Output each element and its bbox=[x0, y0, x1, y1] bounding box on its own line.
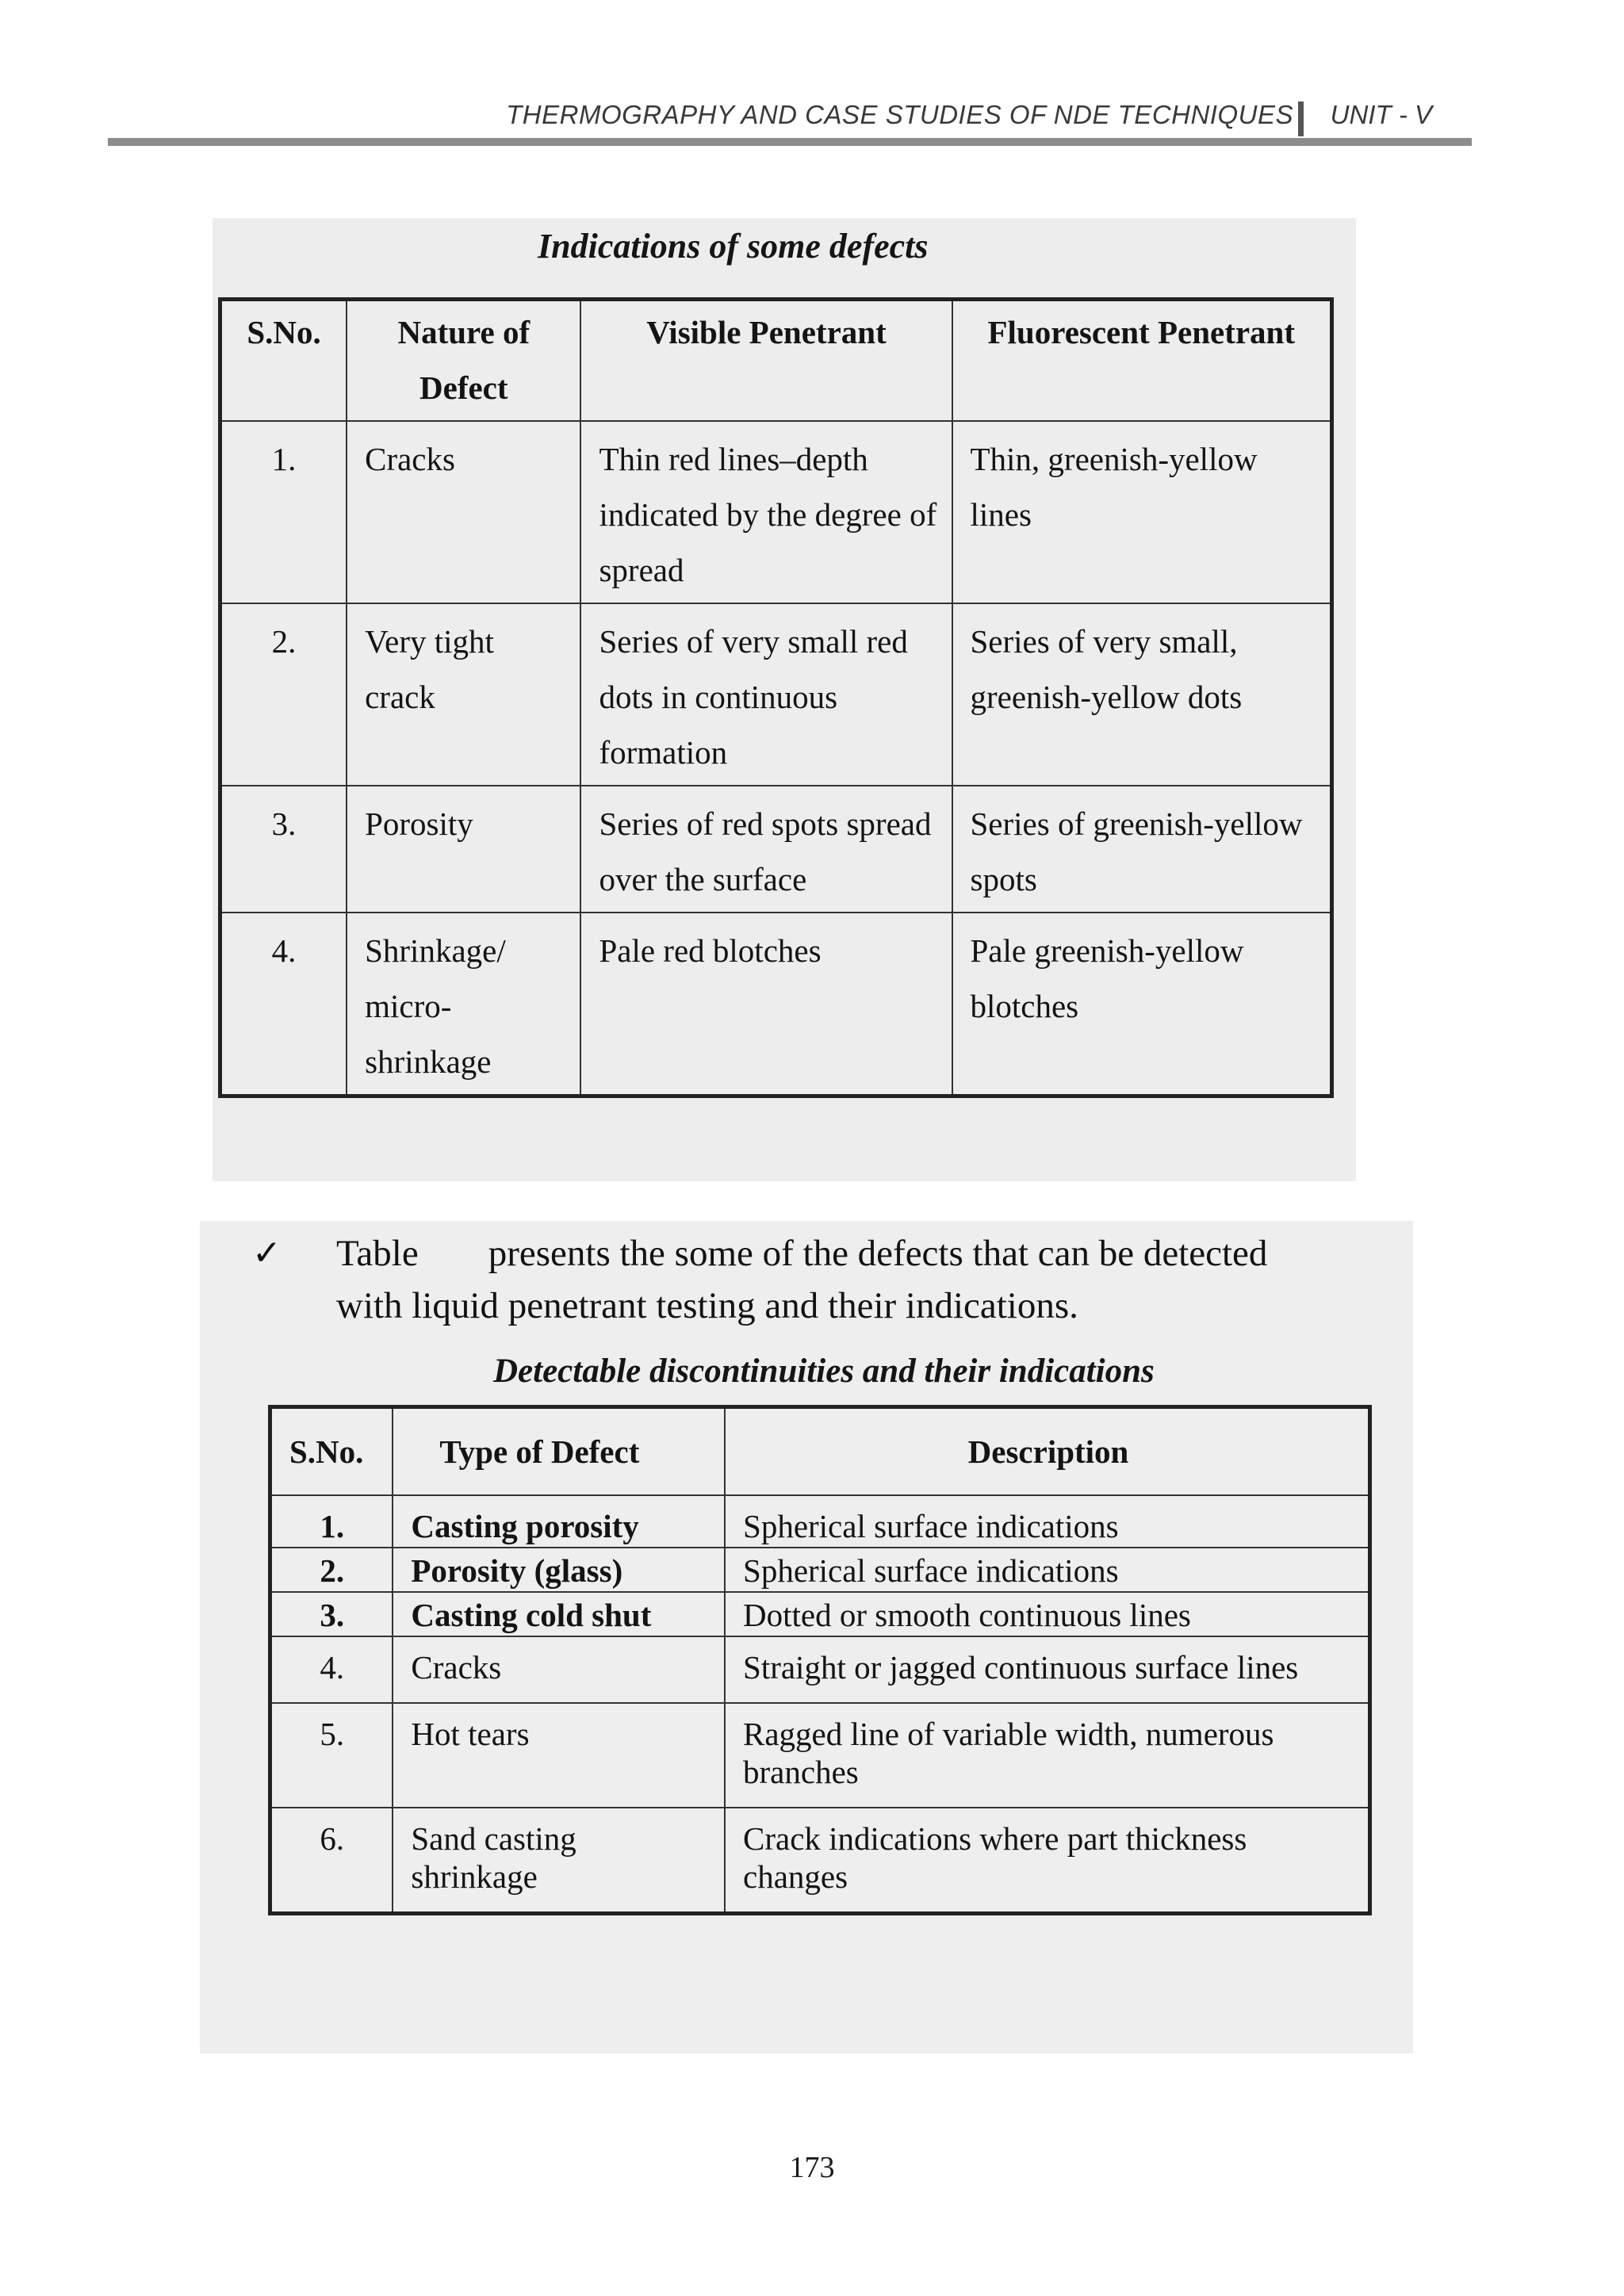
table-row bbox=[220, 603, 1332, 786]
table-cell: Dotted or smooth continuous lines bbox=[725, 1592, 1369, 1636]
table-cell: Very tight crack bbox=[347, 603, 580, 786]
table-row bbox=[220, 913, 1332, 1096]
table-cell: Series of greenish-yellow spots bbox=[952, 786, 1332, 913]
note-line-1 bbox=[336, 1227, 1267, 1280]
table-cell: Pale greenish-yellow blotches bbox=[952, 913, 1332, 1096]
defect-indications-table bbox=[218, 297, 1334, 1098]
table-cell: 5. bbox=[270, 1703, 393, 1808]
column-header: Nature of Defect bbox=[347, 300, 580, 422]
table-header-row bbox=[220, 300, 1332, 422]
table-cell: 2. bbox=[220, 603, 347, 786]
table-cell: Shrinkage/ micro-shrinkage bbox=[347, 913, 580, 1096]
table-row bbox=[220, 421, 1332, 603]
table-cell: Pale red blotches bbox=[580, 913, 952, 1096]
table-cell: 2. bbox=[270, 1548, 393, 1592]
table-row bbox=[270, 1808, 1370, 1914]
note-table-word: Table bbox=[336, 1233, 419, 1274]
table-cell: Series of very small, greenish-yellow dots bbox=[952, 603, 1332, 786]
note-line-1-text: presents the some of the defects that can be detected bbox=[488, 1233, 1268, 1274]
column-header: Description bbox=[725, 1407, 1369, 1496]
page-number: 173 bbox=[789, 2151, 835, 2184]
table-cell: 3. bbox=[220, 786, 347, 913]
table-cell: Straight or jagged continuous surface lines bbox=[725, 1636, 1369, 1703]
column-header: Fluorescent Penetrant bbox=[952, 300, 1332, 422]
table-cell: Spherical surface indications bbox=[725, 1495, 1369, 1548]
table-cell: 3. bbox=[270, 1592, 393, 1636]
table-cell: Cracks bbox=[393, 1636, 725, 1703]
table2-caption: Detectable discontinuities and their indications bbox=[493, 1353, 1155, 1390]
table-cell: Crack indications where part thickness changes bbox=[725, 1808, 1369, 1914]
table-cell: Thin, greenish-yellow lines bbox=[952, 421, 1332, 603]
note-line-2: with liquid penetrant testing and their indications. bbox=[336, 1285, 1078, 1326]
table-cell: Sand casting shrinkage bbox=[393, 1808, 725, 1914]
table-cell: Ragged line of variable width, numerous branches bbox=[725, 1703, 1369, 1808]
column-header: S.No. bbox=[270, 1407, 393, 1496]
column-header: Type of Defect bbox=[393, 1407, 725, 1496]
check-icon: ✓ bbox=[252, 1233, 282, 1273]
table-row bbox=[270, 1548, 1370, 1592]
table-cell: 6. bbox=[270, 1808, 393, 1914]
table-cell: Casting porosity bbox=[393, 1495, 725, 1548]
running-head-title: THERMOGRAPHY AND CASE STUDIES OF NDE TECHNIQUES bbox=[506, 100, 1293, 129]
running-head bbox=[108, 97, 1472, 138]
table-cell: Cracks bbox=[347, 421, 580, 603]
table-cell: Hot tears bbox=[393, 1703, 725, 1808]
running-head-separator bbox=[1298, 101, 1304, 136]
column-header: Visible Penetrant bbox=[580, 300, 952, 422]
table-row bbox=[220, 786, 1332, 913]
table-cell: Casting cold shut bbox=[393, 1592, 725, 1636]
running-head-unit: UNIT - V bbox=[1330, 100, 1432, 129]
table-cell: Porosity bbox=[347, 786, 580, 913]
table-cell: Series of very small red dots in continuous formation bbox=[580, 603, 952, 786]
table-cell: Spherical surface indications bbox=[725, 1548, 1369, 1592]
discontinuities-table bbox=[268, 1405, 1372, 1915]
table-row bbox=[270, 1495, 1370, 1548]
table-header-row bbox=[270, 1407, 1370, 1496]
table-cell: 4. bbox=[220, 913, 347, 1096]
table1-caption: Indications of some defects bbox=[538, 227, 929, 266]
column-header: S.No. bbox=[220, 300, 347, 422]
table-row bbox=[270, 1592, 1370, 1636]
table-cell: 4. bbox=[270, 1636, 393, 1703]
table-cell: Series of red spots spread over the surface bbox=[580, 786, 952, 913]
table-row bbox=[270, 1703, 1370, 1808]
table-cell: Thin red lines–depth indicated by the degree of spread bbox=[580, 421, 952, 603]
table-cell: Porosity (glass) bbox=[393, 1548, 725, 1592]
header-rule bbox=[108, 138, 1472, 146]
table-cell: 1. bbox=[220, 421, 347, 603]
table-cell: 1. bbox=[270, 1495, 393, 1548]
table-row bbox=[270, 1636, 1370, 1703]
